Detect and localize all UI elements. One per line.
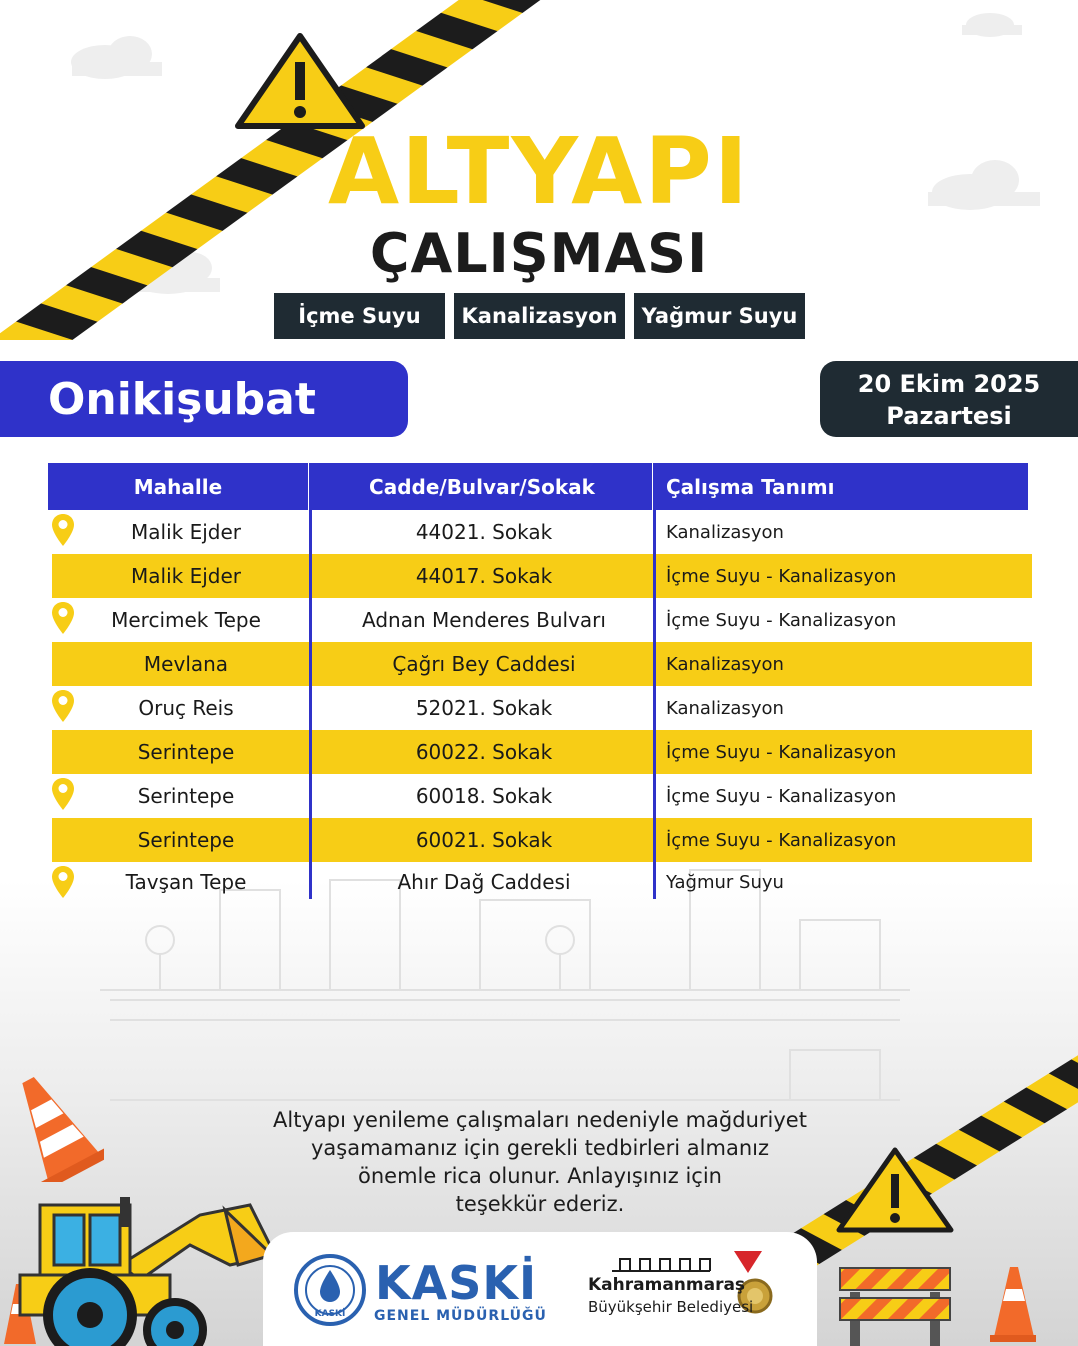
title-main: ALTYAPI [327, 118, 751, 225]
cell-tanim: Kanalizasyon [666, 697, 784, 719]
table-row [52, 598, 1032, 642]
table-row [52, 642, 1032, 686]
cell-tanim: İçme Suyu - Kanalizasyon [666, 741, 897, 763]
tag-kanalizasyon: Kanalizasyon [454, 293, 625, 339]
district-label: Onikişubat [0, 361, 408, 437]
cell-cadde: 44017. Sokak [415, 564, 553, 588]
table-row [52, 860, 1032, 904]
table-row [52, 818, 1032, 862]
kaski-logo-text: KASKİ [375, 1256, 538, 1310]
cell-tanim: Kanalizasyon [666, 521, 784, 543]
cell-cadde: Adnan Menderes Bulvarı [362, 608, 606, 632]
date-box [820, 361, 1078, 437]
table-row [52, 774, 1032, 818]
notice-line: teşekkür ederiz. [455, 1192, 625, 1216]
column-divider [653, 463, 656, 899]
cell-tanim: İçme Suyu - Kanalizasyon [666, 609, 897, 631]
kaski-logo-subtext: GENEL MÜDÜRLÜĞÜ [374, 1308, 547, 1324]
location-pin-icon [51, 865, 75, 899]
header-mahalle: Mahalle [48, 463, 308, 510]
cell-tanim: Kanalizasyon [666, 653, 784, 675]
traffic-cone-icon [988, 1265, 1038, 1343]
cell-mahalle: Malik Ejder [131, 564, 241, 588]
location-pin-icon [51, 689, 75, 723]
cell-tanim: İçme Suyu - Kanalizasyon [666, 565, 897, 587]
column-divider [309, 463, 312, 899]
tag-icme-suyu: İçme Suyu [274, 293, 445, 339]
cell-mahalle: Malik Ejder [131, 520, 241, 544]
cell-mahalle: Tavşan Tepe [125, 870, 247, 894]
kbb-logo-line2: Büyükşehir Belediyesi [588, 1298, 754, 1316]
header-cadde: Cadde/Bulvar/Sokak [312, 463, 652, 510]
title-sub: ÇALIŞMASI [369, 222, 709, 285]
location-pin-icon [51, 513, 75, 547]
cell-cadde: Çağrı Bey Caddesi [392, 652, 576, 676]
table-row [52, 686, 1032, 730]
table-row [52, 730, 1032, 774]
cell-mahalle: Mercimek Tepe [111, 608, 261, 632]
cell-cadde: 44021. Sokak [415, 520, 553, 544]
notice-line: yaşamamanız için gerekli tedbirleri almanız [310, 1136, 770, 1160]
cell-cadde: Ahır Dağ Caddesi [397, 870, 571, 894]
location-pin-icon [51, 601, 75, 635]
cell-cadde: 60021. Sokak [415, 828, 553, 852]
traffic-cone-icon [4, 1072, 104, 1182]
cell-cadde: 60022. Sokak [415, 740, 553, 764]
header-calisma: Çalışma Tanımı [656, 463, 1028, 510]
cell-cadde: 60018. Sokak [415, 784, 553, 808]
cell-tanim: İçme Suyu - Kanalizasyon [666, 829, 897, 851]
cell-mahalle: Serintepe [137, 828, 235, 852]
cell-tanim: Yağmur Suyu [666, 871, 784, 893]
notice-line: önemle rica olunur. Anlayışınız için [358, 1164, 722, 1188]
cell-mahalle: Oruç Reis [138, 696, 234, 720]
notice-line: Altyapı yenileme çalışmaları nedeniyle mağduriyet [273, 1108, 807, 1132]
cell-tanim: İçme Suyu - Kanalizasyon [666, 785, 897, 807]
table-row [52, 554, 1032, 598]
cell-mahalle: Mevlana [143, 652, 229, 676]
date-text: 20 Ekim 2025 [857, 370, 1041, 398]
cell-mahalle: Serintepe [137, 740, 235, 764]
kbb-logo-line1: Kahramanmaraş [588, 1275, 746, 1295]
tag-yagmur-suyu: Yağmur Suyu [634, 293, 805, 339]
kaski-seal-text: KASKİ [314, 1309, 346, 1319]
table-row [52, 510, 1032, 554]
kaski-seal-logo [294, 1254, 366, 1326]
cell-cadde: 52021. Sokak [415, 696, 553, 720]
road-barrier-icon [836, 1262, 954, 1346]
warning-sign-icon [238, 36, 362, 126]
notice-text [200, 1106, 880, 1218]
location-pin-icon [51, 777, 75, 811]
cell-mahalle: Serintepe [137, 784, 235, 808]
weekday-text: Pazartesi [886, 402, 1012, 430]
